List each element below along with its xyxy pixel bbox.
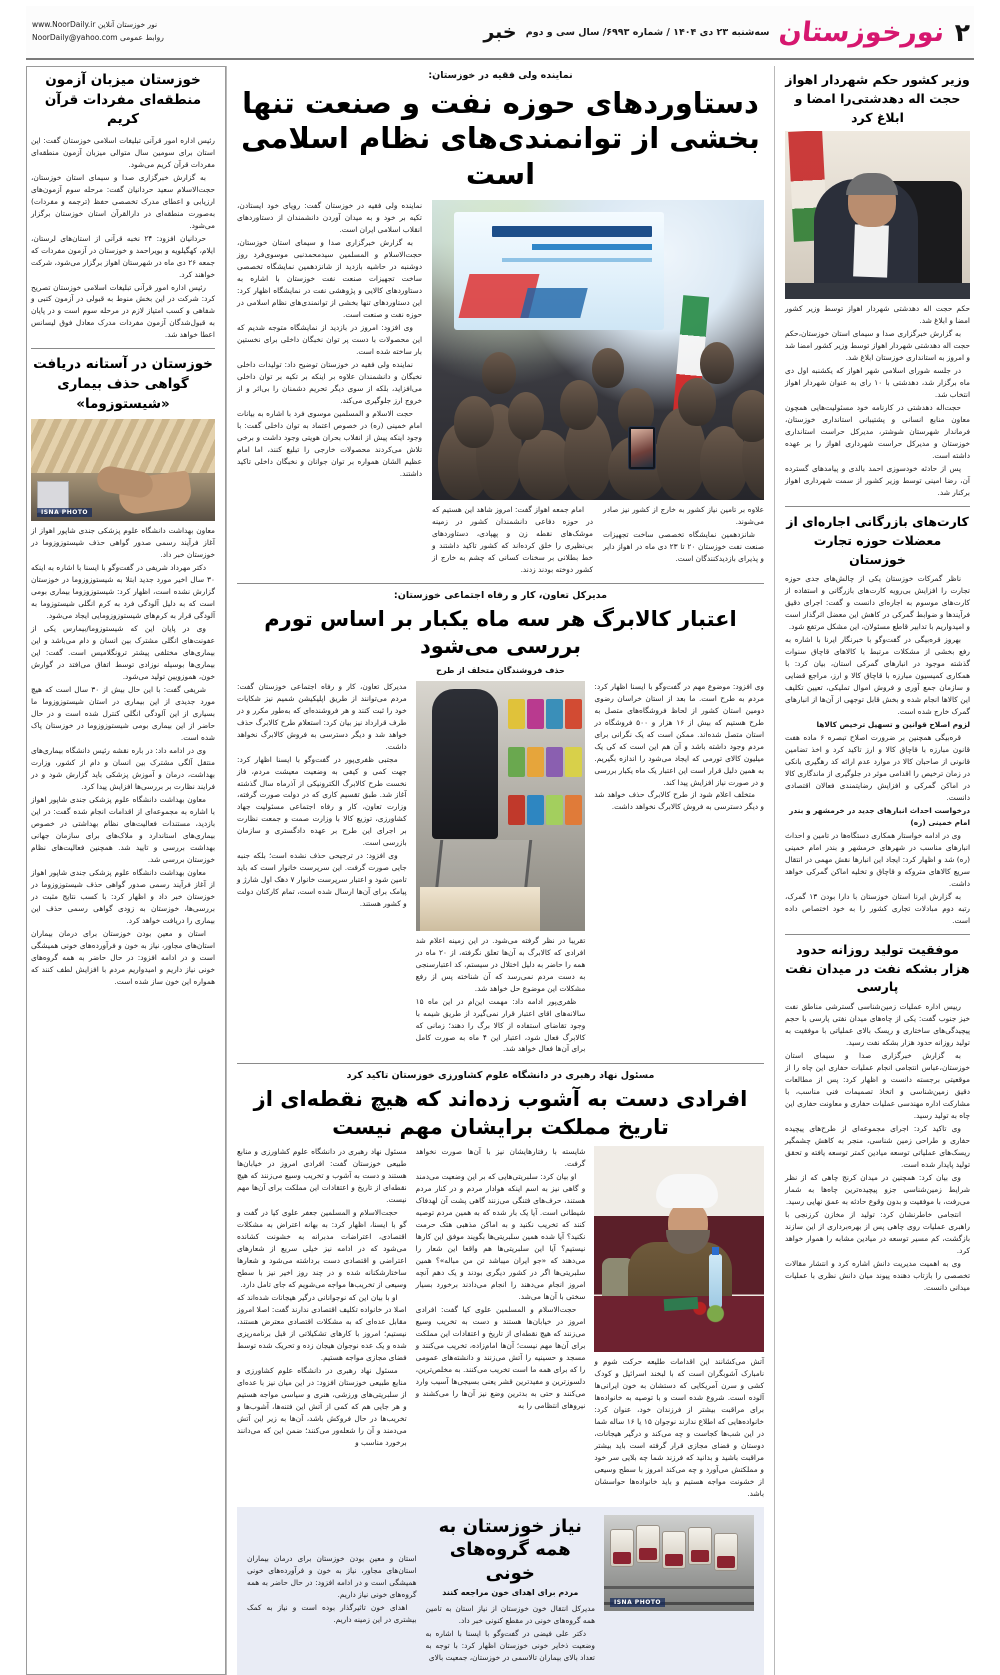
divider [31,348,215,349]
egg-tray-shape [420,887,540,931]
paragraph: انتجامی خاطرنشان کرد: تولید از مخازن کرزنجی با راهبری عملیات روی چاهی پس از بهره‌برداری از این سازند بازگشت، کم مسیر توسعه در میادین مشابه را هموار خواهد کرد. [785,1209,970,1255]
page-grid [26,66,974,1662]
kalabarg-col-left [594,681,764,1057]
paragraph: رییس اداره عملیات زمین‌شناسی گسترشی مناطق نفت خیز جنوب گفت: یکی از چاه‌های میدان نفتی پارسی با حجم پیچیدگی‌های ساختاری و ریسک بالای عملیاتی با موفقیت به تولید روزانه حدود هزار بشکه نفت رسید. [785,1002,970,1047]
email-line[interactable] [32,32,164,45]
ashub-headline: افرادی دست به آشوب زده‌اند که هیچ نقطه‌ای از تاریخ مملکت برایشان مهم نیست [253,1087,748,1139]
paragraph: به گزارش ایرنا استان خوزستان با دارا بودن ۱۳ گمرک، رتبه دوم مبادلات تجاری کشور را به خود اختصاص داده است. [785,891,970,925]
right-article2-headline: کارت‌های بازرگانی اجاره‌ای از معضلات حوزه تجارت خوزستان [786,514,969,567]
paragraph: امام جمعه اهواز گفت: امروز شاهد این هستیم که در حوزه دفاعی دانشمندان کشور در زمینه موشک‌های نقطه زن و پهپادی، دستاوردهای بی‌نظیری را خلق کرده‌اند که کشور تاکید داشتند و خط بطلانی بر سخنات کسانی که چشم به خارج از کشور دوخته بودند زدند. [432,505,593,575]
paragraph: حردانیان افزود: ۲۴ نخبه قرآنی از استان‌های لرستان، ایلام، کهگیلویه و بویراحمد و خوزستان در آزمون مفردات که جمعه ۲۶ دی ماه در شهرستان اهواز برگزار می‌شود، شرکت خواهند کرد. [31,233,215,279]
paragraph: معاون بهداشت دانشگاه علوم پزشکی جندی شاپور اهواز از آغاز فرآیند رسمی صدور گواهی حذف شیستوزوزوما در خوزستان خبر داد. [31,526,215,560]
rack-shape [604,1586,754,1589]
paragraph: او با بیان این که نوجوانانی درگیر هیجانات شده‌اند که اصلا در خانواده تکلیف اقتصادی ندارند گفت: اصلا امروز مقابل عده‌ای که به مشکلات اقتصادی معترض هستند، نیستیم؛ امروز با کارهای تشکیلاتی از قبل برنامه‌ریزی شده و یک عده نوجوان هیجان زده و تحریک شده توسط فضای مجازی مواجه هستیم. [237,1292,407,1362]
blanket-shape [31,419,215,473]
newspaper-logo: نورخوزستان [777,16,947,48]
photo-caption: علاوه بر تامین نیاز کشور به خارج از کشور نیز صادر می‌شوند. [603,505,764,527]
ashub-kicker: مسئول نهاد رهبری در دانشگاه علوم کشاورزی خوزستان تاکید کرد [346,1070,655,1082]
kalabarg-subhead: حذف فروشندگان متخلف از طرح [436,665,565,675]
paragraph: مدیرکل تعاون، کار و رفاه اجتماعی خوزستان گفت: مردم می‌توانند از طریق اپلیکیشن شمیم نیز شکایات خود را ثبت کنند و هر فروشنده‌ای که به‌طور مکرر و در طرف قرارداد نیز بیان کرد: استعلام طرح کالابرگ حذف خواهد شد و دیگر دسترسی به فروش کالابرگ نخواهد داشت. [237,681,407,751]
blood-subhead: مردم برای اهدای خون مراجعه کنند [442,1588,579,1598]
notebook-shape [664,1297,699,1311]
paragraph: او بیان کرد: سلبریتی‌هایی که بر این وضعیت می‌دمند و گاهی نیز به اسم اینکه هوادار مردم و در کنار مردم هستند، حرف‌های فتنگی می‌زنند گاهی پشت آن لهدفاک شیطانی است. آیا یک بار شده که به همین مردم توصیه کنند که تخریب نکنید و به اماکن مذهبی هتک حرمت نکنید؟ آیا شده همین سلبریتی‌ها بگویند موفق این کارها نیستیم؟ آیا این سلبریتی‌ها هم واقعا این شعار را می‌دهند که «جو ایران میباشد تن من مباله»؟ همین سلبریتی‌ها اگر در کشور دیگری بودند و یک دهم آنچه امروز انجام می‌دهند را انجام می‌دادند برخورد بسیار سختی با آن‌ها می‌شد. [415,1172,586,1301]
paragraph: مسئول نهاد رهبری در دانشگاه علوم کشاورزی و منابع طبیعی خوزستان گفت: افرادی امروز در خیابان‌ها هستند و دست به آشوب و تخریب وسیع می‌زنند که هیچ نقطه‌ای از تاریخ و اعتقادات این مملکت برای آن‌ها مهم نیست. [237,1147,407,1204]
blood-donation-box [237,1507,764,1675]
paragraph: حجت الاسلام و المسلمین موسوی فرد با اشاره به بیانات امام خمینی (ره) در خصوص اعتماد به توان داخلی گفت: با وجود اینکه پیش از انقلاب بحران هویتی وجود داشت و برخی تلاش می‌کردند محصولات خارجی را تبلیغ کنند، اما امام عظیم الشان همواره بر توان جوانان و نخبگان داخلی تاکید داشتند. [237,408,422,478]
divider [237,583,764,584]
left-column [26,66,226,1675]
isna-photo-watermark: ISNA PHOTO [37,508,92,517]
smartphone-shape [628,426,656,470]
left-article2-headline: خوزستان در آستانه دریافت گواهی حذف بیماری «شیستوزوما» [33,356,213,412]
paragraph: وی افزود: موضوع مهم در گفت‌وگو با ایسنا اظهار کرد: مردم به طرح است. ما بعد از استان خراسان رضوی دومین استان کشور از لحاظ فروشگاه‌های متصل به طرح هستیم که بیش از ۱۶ هزار و ۵۰۰ فروشگاه در استان متصل شده‌اند. ممکن است که یک نگرانی برای مردم وجود داشته باشد و آن هم این است که کی یک میلیون کالای تورمی که ایجاد می‌شود را اندازه بگیریم. به همین دلیل قرار است این اعتبار یک ماه یکبار بررسی و در صورت نیاز افزایش پیدا کند. [594,681,765,787]
blood-body-left [247,1515,417,1665]
paragraph: معاون بهداشت دانشگاه علوم پزشکی جندی شاپور اهواز از آغاز فرآیند رسمی صدور گواهی حذف شیستوزوزوما در خوزستان خبر داد و اظهار کرد: با کسب نتایج مثبت در بررسی‌ها، خوزستان به زودی گواهی رسمی حذف این بیماری را دریافت خواهد کرد. [31,867,215,925]
supermarket-shelves-photo [416,681,586,931]
website-line[interactable] [32,19,164,32]
exhibition-crowd-photo [432,200,764,500]
website-label: نور خوزستان آنلاین [97,20,158,30]
cleric-turban-shape [656,1174,718,1208]
paragraph: شریفی گفت: با این حال بیش از ۳۰ سال است که هیچ مورد جدیدی از این بیماری در استان شیستوزوزوما ما بسیاری از این آلودگی انگلی کنترل شده است و در حال حاضر از این بیماری بومی شیستوزوزوما در خوزستان پاک شده است. [31,684,215,742]
kalabarg-kicker: مدیرکل تعاون، کار و رفاه اجتماعی خوزستان: [393,590,608,602]
paragraph: در جلسه شورای اسلامی شهر اهواز که یکشنبه اول دی ماه برگزار شد، دهدشتی با ۱۰ رای به عنوان شهردار اهواز انتخاب شد. [785,366,970,400]
page-number: ۲ [954,17,970,47]
kalabarg-col-center-text [416,935,586,1056]
masthead-right [525,16,974,48]
paragraph: مجتبی ظفری‌پور در گفت‌وگو با ایسنا اظهار کرد: جهت کمی و کیفی به وضعیت معیشت مردم، فاز نخست طرح کالابرگ الکترونیکی از آذرماه سال گذشته آغاز شد. طبق تقسیم کاری که در دولت صورت گرفته، وزارت تعاون، کار و رفاه اجتماعی مسئولیت جهاد کشاورزی، توزیع کالا با وزارت صمت و جمعت نظارت بر اجرای این طرح بر عهده دادگستری و سازمان بازرسی است. [237,754,407,848]
paragraph: ظفری‌پور ادامه داد: مهمت این‌ام در این ماه ۱۵ سالانه‌های اقای اعتبار قرار نمی‌گیرد از طریق شیمه با وجود تقاضای استفاده از کالا برگ را دهند؛ زمانی که کالابرگ فعال شود، اعتبار این ۴ ماه به صورت کامل برای آن‌ها فعال خواهد شد. [415,996,586,1054]
paragraph: نماینده ولی فقیه در خوزستان گفت: رویای خود ایستادن، تکیه بر خود و به میدان آوردن دانشمندان از دستاوردهای انقلاب اسلامی ایران است. [237,201,422,235]
paragraph: مدیرکل انتقال خون خوزستان از نیاز استان به تامین همه گروه‌های خونی در مقطع کنونی خبر داد. [425,1604,595,1626]
blood-headline: نیاز خوزستان به همه گروه‌های خونی [438,1515,582,1584]
right-article2-body [785,573,970,927]
photo-caption: حکم حجت اله دهدشتی شهردار اهواز توسط وزیر کشور امضا و ابلاغ شد. [785,304,970,326]
paragraph: استان و معین بودن خوزستان برای درمان بیماران استان‌های مجاور، نیاز به خون و فرآورده‌های خونی همیشگی است و در ادامه افزود: در حال حاضر به همه گروه‌های خونی نیاز داریم. [247,1553,417,1599]
left-article2-body [31,525,215,987]
left-article1-headline: خوزستان میزبان آزمون منطقه‌ای مفردات قرآن کریم [44,72,202,128]
paragraph: حجت‌الاسلام و المسلمین علوی کیا گفت: افرادی امروز در خیابان‌ها هستند و دست به تخریب وسیع می‌زنند که هیچ نقطه‌ای از تاریخ و اعتقادات این مملکت برای آن‌ها مهم نیست؛ آن‌ها امام‌زاده، تخریب می‌کنند و مسجد و حسینیه را آتش می‌زنند و دانشته‌های عمومی را که برای همه ما است تخریب می‌کنند. به مخلص‌ترین، دلسوزترین و مفیدترین قشر یعنی بسیجی‌ها آسیب وارد می‌کنند و حتی به بدترین وضع نیز آن‌ها را می‌کشند و نیروهای انتظامی را به [415,1304,586,1410]
divider [785,934,970,935]
paragraph: وی افزود: در ترجیحی حذف نشده است؛ بلکه جنبه‌ جایی صورت گرفت. این سرپرست خانوار است که باید تامین شود و اعتبار سرپرست خانوار ۷ دهک اول شارژ و پیامک برای آن‌ها ارسال شده است، تمام کارکنان دولت و کشور هستند. [237,851,407,909]
isna-photo-watermark: ISNA PHOTO [610,1598,665,1607]
paragraph: به گزارش خبرگزاری صدا و سیمای استان خوزستان،عباس انتجامی انجام عملیات حفاری این چاه را از موقعیتی برجسته دانست و اظهار کرد: پس از مطالعات دقیق زمین‌شناسی و اتخاذ تصمیمات فنی مناسب، با مشارکت اداره مهندسی عملیات حفاری و معاونت حفاری این چاه به تولید رسید. [785,1050,970,1120]
paragraph: مسئول نهاد رهبری در دانشگاه علوم کشاورزی و منابع طبیعی خوزستان افزود: در این میان نیز با عده‌ای از سلبریتی‌های ورزشی، هنری و سیاسی مواجه هستیم و هر جایی هم که کمی از آتش این فتنه‌ها، آشوب‌ها و تخریب‌ها در حال فروکش باشد، آن‌ها به زیر این آتش می‌دمند و آن را شعله‌ور می‌کنند؛ ضمن این که می‌دانند برخورد مناسب و [237,1365,407,1447]
paragraph: متخلف اعلام شود از طرح کالابرگ حذف خواهد شد و دیگر دسترسی به فروش کالابرگ نخواهد داشت. [594,790,764,812]
divider [785,506,970,507]
right-article1-body [785,303,970,499]
right-article3-body [785,1001,970,1294]
middle-column [226,66,774,1675]
ashub-col-left-text [594,1356,764,1500]
paragraph: آتش می‌کشانند این اقدامات طلیعه حرکت شوم و نامبارک آشوبگران است که با لبخند اسرائیل و کودک کشی و سرن آمریکایی که دستشان به خون ایرانی‌ها آلوده است. شروع شده است و با توصیه به خانواده‌ها برای مراقبت بیشتر از فرزندان خود، عنوان کرد: خانواده‌هایی که اطلاع ندارند نوجوان ۱۵ یا ۱۶ ساله شما در این شب‌ها کجاست و چه می‌کند و درگیر هیجانات، دوستان و فضای مجازی قرار گرفته است باید بیشتر مراقبت باشید و بدانید که فرزند شما چه بلایی سر خود و مملکتش می‌آورد و چه می‌کند امروز با سطح وسیعی از خشونت مواجه هستیم و باید خانواده‌ها حواسشان باشد. [594,1357,764,1498]
paragraph: حجت‌اله دهدشتی در کارنامه خود مسئولیت‌هایی همچون معاون منابع انسانی و پشتیبانی استانداری خوزستان، فرماندار شهرستان شوشتر، مدیرکل حراست استانداری خوزستان و مدیرکل حراست شهرداری اهواز را بر عهده داشته است. [785,403,970,461]
paragraph: به گزارش خبرگزاری صدا و سیمای استان خوزستان،حکم حجت اله دهدشتی شهردار اهواز توسط وزیر کشور امضا شد و امروز به استانداری خوزستان ابلاغ شد. [785,329,970,363]
right-article1-headline: وزیر کشور حکم شهردار اهواز حجت اله دهدشتی‌را امضا و ابلاغ کرد [785,72,970,125]
patient-hands-photo [31,419,215,521]
paragraph: وی به اهمیت مدیریت دانش اشاره کرد و انتشار مقالات تخصصی را بازتاب دهنده پیوند میان دانش نظری با عملیات میدانی دانست. [785,1258,970,1292]
paragraph: وی در ادامه داد: در باره نقشه رئیس دانشگاه بیماری‌های منتقل آلگی مشترک بین انسان و دام از کشور، وزارت بهداشت، درمان و آموزش پزشکی باید گزارش شود و در فرایند نظارت بر بررسی‌ها افزایش پیدا کرد. [31,745,215,791]
paragraph: به گزارش خبرگزاری صدا و سیمای استان خوزستان، حجت‌الاسلام و المسلمین سیدمحمدنبی موسوی‌فرد روز دوشنبه در حاشیه بازدید از شانزدهمین نمایشگاه تخصصی ساخت تجهیزات صنعت نفت خوزستان با اشاره به دستاوردهای کالایی و پژوهشی نفت در نمایشگاه اظهار کرد: این دستاوردهای تنها بخشی از توانمندی‌های نظام اسلامی در حوزه نفت و صنعت است. [237,238,422,319]
paragraph: وی در ادامه خواستار همکاری دستگاه‌ها در تامین و احداث انبارهای مناسب در شهرهای خرمشهر و بندر امام خمینی (ره) شد و اظهار کرد: ایجاد این انبارها نقش مهمی در انتقال سریع کالاهای متروکه و قاچاق و تخلیه اماکن گمرکی خواهد داشت. [785,830,970,888]
kalabarg-headline: اعتبار کالابرگ هر سه ماه یکبار بر اساس تورم بررسی می‌شود [264,607,737,659]
crowd-heads-shape [432,310,764,500]
section-title: خبر [483,21,517,43]
left-article1-body [31,135,215,342]
paragraph: تقریبا در نظر گرفته می‌شود. در این زمینه اعلام شد افرادی که کالابرگ به آن‌ها تعلق نگرفته، از ۲۰ ماه در همه را حاضر به دلیل اختلال در سیستم، کد اعتبارسنجی به دست مردم نمی‌رسد که آن شناخته پس از رفع مشکلات این موضوع حل خواهد شد. [415,935,586,993]
masthead-contact [26,19,164,45]
paragraph: اهدای خون تاثیرگذار بوده است و نیاز به کمک بیشتری در این زمینه داریم. [247,1602,417,1624]
ashub-col-right [237,1146,407,1501]
divider [237,1063,764,1064]
paragraph: دکتر علی فیضی در گفت‌وگو با ایسنا با اشاره به وضعیت ذخایر خونی خوزستان اظهار کرد: با توجه به تعداد بالای بیماران تالاسمی در خوزستان، جمعیت بالای [425,1629,595,1662]
paragraph: وی در پایان این که شیستوزوما/بیمارس یکی از عفونت‌های انگلی مشترک بین انسان و دام می‌باشد و این بیماری‌های مختلفی پیشتر ترونگلامیس است. گفت: این بیماری‌ها بوسیله نوزادی توسط اتفاق می‌افتد در گوارش خون، هموزویین تولید می‌شود. [31,623,215,681]
paragraph: به گزارش خبرگزاری صدا و سیمای استان خوزستان، حجت‌الاسلام سعید حردانیان گفت: مرحله سوم آزمون‌های ارزیابی و اعطای مدرک تخصصی حفظ (ترجمه و مفردات) به‌صورت منطقه‌ای در دارالقرآن استان خوزستان برگزار می‌شود. [31,172,215,230]
desk-shape [785,283,970,299]
paragraph: وی افزود: امروز در بازدید از نمایشگاه متوجه شدیم که این محصولات با دست پر توان نخبگان داخلی برای نخستین بار ساخته شده است. [237,322,422,356]
paragraph: وی بیان کرد: همچنین در میدان کرنج چاهی که از نظر شرایط زمین‌شناسی جزو پیچیده‌ترین چاه‌ها به شمار می‌رفت، با موفقیت و بدون وقوع حادثه به عمق نهایی رسید. [785,1172,970,1206]
paragraph: رئیس اداره امور قرآنی تبلیغات اسلامی خوزستان گفت: این استان برای سومین سال متوالی میزبان آزمون منطقه‌ای مفردات قرآن کریم می‌شود. [31,135,215,169]
pr-label: روابط عمومی [119,33,164,42]
paragraph: رئیس اداره امور قرآنی تبلیغات اسلامی خوزستان تصریح کرد: شرکت در این بخش منوط به قبولی در آزمون کتبی و شفاهی و کسب امتیاز لازم در مرحله سوم است و در پایان به قبول‌شدگان آزمون مفردات مدرک معادل فوق لیسانس اعطا خواهد شد. [31,282,215,340]
paragraph: حجت‌الاسلام و المسلمین جعفر علوی کیا در گفت و گو با ایسنا، اظهار کرد: به بهانه اعتراض به مشکلات اقتصادی، اعتراضات مدبرانه به خشونت کشانده می‌شود که در ادامه نیز خیلی سریع از شعارهای اعتراضی و اقتصادی دست برداشته می‌شود و شعارها ساختارشکنانه شده و در چند روز اخیر نیز با سطح وسیعی از تخریب‌ها مواجه می‌شویم که جای تامل دارد. [237,1207,407,1289]
kalabarg-col-right [237,681,407,1057]
paragraph: بهروز قره‌بیگی در گفت‌وگو با خبرنگار ایرنا با اشاره به رفع بخشی از مشکلات مرتبط با کالاهای قاچاق سنوات گذشته موجود در انبارهای گمرکی استان، بیان کرد: با همکاری کمیسیون مبارزه با قاچاق کالا و ارز، مراجع قضایی و سازمان جمع آوری و فروش اموال تملیکی، تعیین تکلیف این کالاها انجام شده و بخش قابل توجهی از آن‌ها از انبارهای گمرک خارج شده است. [785,635,970,717]
blood-bags-photo [604,1515,754,1611]
right-article3-headline: موفقیت تولید روزانه حدود هزار بشکه نفت در میدان نفت پارسی [785,941,970,995]
paragraph: نماینده ولی فقیه در خوزستان توضیح داد: تولیدات داخلی نخبگان و دانشمندان علاوه بر اینکه بر تکیه بر توان داخلی می‌افزاید، بلکه از سوی دیگر تحریم دشمنان را بی‌اثر و از خروج ارز جلوگیری می‌کند. [237,359,422,405]
paragraph: معاون بهداشت دانشگاه علوم پزشکی جندی شاپور اهواز با اشاره به مجموعه‌ای از اقدامات انجام شده گفت: در این بازدید، مستندات فعالیت‌های نظام بهداشتی در خصوص بیماری‌های استاندارد و ملاک‌های برای سازمان جهانی بهداشت بررسی و تایید شد. همچنین فعالیت‌های نظام خوزستان بررسی شد. [31,794,215,864]
right-column [774,66,974,1675]
cleric-interview-photo [594,1146,764,1352]
masthead [26,6,974,60]
paragraph: قره‌بیگی همچنین بر ضرورت اصلاح تبصره ۶ ماده هفت قانون مبارزه با قاچاق کالا و ارز تاکید کرد و اخذ تضامین قانونی از صاحبان کالا در موارد عدم ارائه کد رهگیری بانکی در زمان ترخیص را اقدامی موثر در جلوگیری از ماندگاری کالا در اماکن گمرکی و افزایش رضایتمندی فعالان اقتصادی دانست. [785,733,970,802]
issue-date-line: سه‌شنبه ۲۳ دی ۱۴۰۴ / شماره ۶۹۹۳/ سال سی و دوم [525,26,770,38]
kalabarg-col-center [416,681,586,1057]
newspaper-page [0,6,1000,1662]
ashub-col-left [594,1146,764,1501]
paragraph: استان و معین بودن خوزستان برای درمان بیماران استان‌های مجاور، نیاز به خون و فرآورده‌های خونی همیشگی است و در ادامه افزود: در حال حاضر به همه گروه‌های خونی نیاز داریم و امیدواریم مردم با افزایش لطف کنند که همواره این خون ساز شده است. [31,928,215,986]
lead-kicker: نماینده ولی فقیه در خوزستان: [428,70,573,81]
subhead-inline: درخواست احداث انبارهای جدید در خرمشهر و بندر امام خمینی (ره) [789,805,970,827]
ashub-col-center [416,1146,586,1501]
paragraph: وی تاکید کرد: اجرای مجموعه‌ای از طرح‌های پیچیده حفاری و طراحی زمین شناسی، منجر به کاهش چشمگیر ریسک‌های عملیاتی توسعه میادین کمتر توسعه یافته و تحقق تولید پایدار شده است. [785,1123,970,1169]
paragraph: دکتر مهرداد شریفی در گفت‌وگو با ایسنا با اشاره به اینکه ۳۰ سال اخیر مورد جدید ابتلا به شیستوزوزوما در خوزستان گزارش نشده است، اظهار کرد: شیستوزوزوما بیماری بومی است که به دلیل آلودگی فرد به کرم انگلی شیستوزوما به آلودگی قرار به کرم‌های شیستوزوزومایی ایجاد می‌شود. [31,563,215,620]
blood-body-right [426,1603,596,1664]
paragraph: ناظر گمرکات خوزستان یکی از چالش‌های جدی حوزه تجارت را افزایش بی‌رویه کارت‌های بازرگانی و استفاده از کارت‌های موسوم به اجاره‌ای دانست و گفت: اجرای دقیق فرآیندها و ضوابط گمرکی در کاهش این معضل اثرگذار است و امیدواریم با تدابیر قاطع مسئولان، این مشکل مرتفع شود. [785,574,970,632]
blood-photo-block [604,1515,754,1665]
paragraph: شایسته با رفتارهایشان نیز با آن‌ها صورت نخواهد گرفت. [415,1147,586,1169]
blood-text-center [426,1515,596,1665]
lead-caption-row [432,504,764,576]
paragraph: شانزدهمین نمایشگاه تخصصی ساخت تجهیزات صنعت نفت خوزستان ۲۰ تا ۲۳ دی ماه در اهواز دایر و پذیرای بازدیدکنندگان است. [603,530,764,564]
lead-body [237,200,422,576]
lead-headline: دستاوردهای حوزه نفت و صنعت تنها بخشی از توانمندی‌های نظام اسلامی است [241,86,760,191]
email-address[interactable]: NoorDaily@yahoo.com [32,33,118,42]
subhead-inline: لزوم اصلاح قوانین و تسهیل ترخیص کالاها [816,720,970,730]
website-url[interactable]: www.NoorDaily.ir [32,20,96,30]
mayor-at-desk-photo [785,131,970,299]
paragraph: پس از حادثه خودسوزی احمد بالدی و پیامدهای گسترده آن، رضا امینی توسط وزیر کشور از سمت شهرداری اهواز برکنار شد. [785,464,970,498]
lead-photo-block [432,200,764,576]
shirt-shape [853,225,889,278]
person-hair-shape [846,173,898,195]
